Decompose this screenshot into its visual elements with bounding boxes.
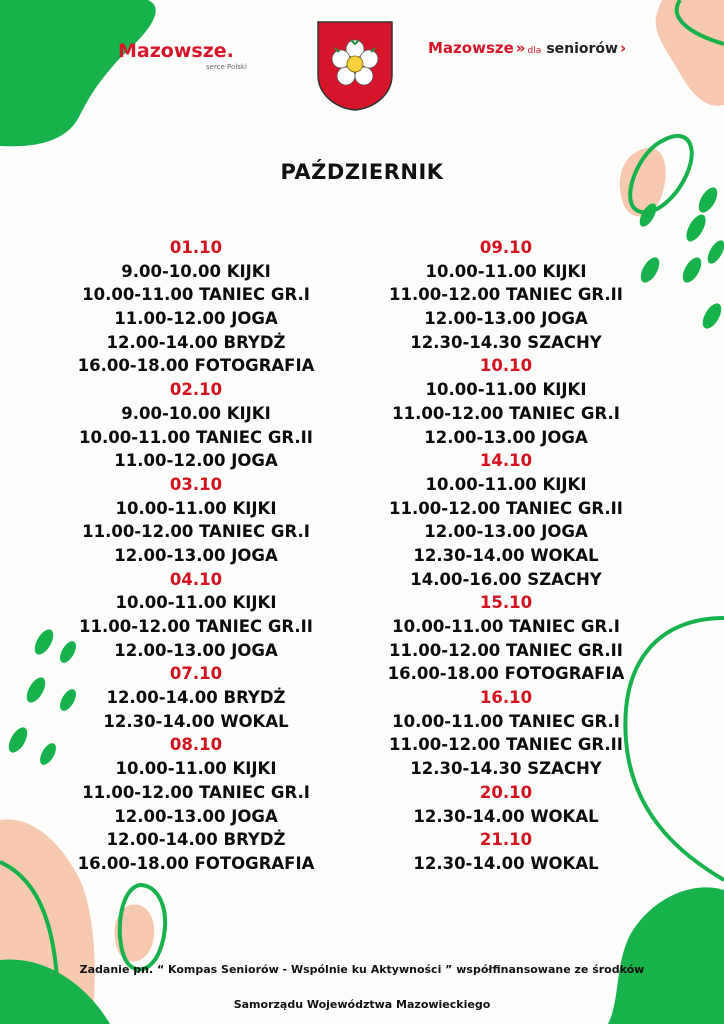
- schedule-entry: 12.00-13.00 JOGA: [114, 545, 278, 565]
- schedule-column-left: [46, 236, 346, 876]
- mazowsze-dla-seniorow-logo: [428, 38, 658, 64]
- schedule-entry: 16.00-18.00 FOTOGRAFIA: [77, 853, 315, 873]
- green-dot: [679, 254, 705, 285]
- crest-white-rose-icon: [316, 20, 394, 112]
- seniors-logo-end-arrow: ›: [619, 39, 627, 57]
- schedule-column-right: [356, 236, 656, 876]
- schedule-date: 07.10: [169, 664, 223, 684]
- schedule-entry: 12.30-14.00 WOKAL: [413, 853, 599, 873]
- schedule-entry: 16.00-18.00 FOTOGRAFIA: [387, 664, 625, 684]
- seniors-logo-brand: Mazowsze: [428, 39, 514, 57]
- schedule-date: 16.10: [479, 688, 533, 708]
- mazowsze-logo-brand: Mazowsze.: [118, 40, 234, 62]
- schedule-date: 10.10: [479, 356, 533, 376]
- schedule-entry: 11.00-12.00 TANIEC GR.I: [82, 522, 310, 542]
- seniors-logo-dla: dla: [527, 46, 542, 56]
- schedule-entry: 16.00-18.00 FOTOGRAFIA: [77, 356, 315, 376]
- mazowsze-logo-tagline: serce Polski: [206, 63, 247, 71]
- schedule-entry: 12.30-14.30 SZACHY: [410, 332, 602, 352]
- schedule-entry: 12.30-14.30 SZACHY: [410, 759, 602, 779]
- seniors-logo-seniorow: seniorów: [546, 41, 618, 57]
- schedule-date: 08.10: [169, 735, 223, 755]
- schedule-entry: 11.00-12.00 TANIEC GR.I: [392, 403, 620, 423]
- schedule-entry: 12.30-14.00 WOKAL: [413, 806, 599, 826]
- schedule-date: 15.10: [479, 593, 533, 613]
- schedule-entry: 10.00-11.00 KIJKI: [115, 498, 277, 518]
- schedule-entry: 14.00-16.00 SZACHY: [410, 569, 602, 589]
- page-title: PAŹDZIERNIK: [280, 160, 444, 184]
- schedule-entry: 11.00-12.00 TANIEC GR.II: [389, 285, 623, 305]
- schedule-entry: 11.00-12.00 TANIEC GR.II: [389, 498, 623, 518]
- green-dot: [695, 184, 721, 215]
- schedule-entry: 12.00-13.00 JOGA: [114, 806, 278, 826]
- schedule-entry: 10.00-11.00 KIJKI: [425, 261, 587, 281]
- mazowsze-logo: [118, 40, 258, 80]
- schedule-entry: 10.00-11.00 TANIEC GR.II: [79, 427, 313, 447]
- peach-blob-top-right: [656, 0, 724, 106]
- schedule-entry: 11.00-12.00 JOGA: [114, 451, 278, 471]
- schedule-date: 21.10: [479, 830, 533, 850]
- schedule-entry: 10.00-11.00 TANIEC GR.I: [392, 711, 620, 731]
- schedule-entry: 11.00-12.00 JOGA: [114, 309, 278, 329]
- schedule-entry: 10.00-11.00 TANIEC GR.I: [392, 617, 620, 636]
- seniors-logo-arrows: »: [515, 39, 526, 57]
- green-dot: [682, 212, 709, 245]
- schedule-entry: 12.00-13.00 JOGA: [424, 427, 588, 447]
- schedule-entry: 10.00-11.00 KIJKI: [425, 474, 587, 494]
- schedule-entry: 12.30-14.00 WOKAL: [413, 545, 599, 565]
- schedule-entry: 11.00-12.00 TANIEC GR.II: [389, 735, 623, 755]
- schedule-entry: 12.30-14.00 WOKAL: [103, 711, 289, 731]
- schedule-entry: 10.00-11.00 KIJKI: [425, 380, 587, 400]
- schedule-entry: 9.00-10.00 KIJKI: [121, 403, 271, 423]
- footer-funder-line: Samorządu Województwa Mazowieckiego: [233, 998, 491, 1011]
- green-dot: [5, 724, 31, 755]
- green-dot: [704, 238, 724, 267]
- schedule-entry: 12.00-13.00 JOGA: [114, 640, 278, 660]
- schedule-entry: 11.00-12.00 TANIEC GR.II: [79, 617, 313, 636]
- schedule-entry: 12.00-14.00 BRYDŻ: [106, 332, 286, 352]
- schedule-entry: 11.00-12.00 TANIEC GR.I: [82, 782, 310, 802]
- schedule-entry: 12.00-14.00 BRYDŻ: [106, 688, 286, 708]
- schedule-entry: 10.00-11.00 KIJKI: [115, 759, 277, 779]
- green-dot: [699, 300, 724, 331]
- schedule-date: 09.10: [479, 238, 533, 257]
- schedule-date: 03.10: [169, 474, 223, 494]
- schedule-date: 20.10: [479, 782, 533, 802]
- schedule-date: 02.10: [169, 380, 223, 400]
- schedule-entry: 12.00-13.00 JOGA: [424, 522, 588, 542]
- schedule-date: 04.10: [169, 569, 223, 589]
- schedule-entry: 12.00-14.00 BRYDŻ: [106, 830, 286, 850]
- schedule-entry: 9.00-10.00 KIJKI: [121, 261, 271, 281]
- schedule-date: 14.10: [479, 451, 533, 471]
- schedule-date: 01.10: [169, 238, 223, 257]
- schedule-entry: 10.00-11.00 TANIEC GR.I: [82, 285, 310, 305]
- footer-funding-line: Zadanie pn. “ Kompas Seniorów - Wspólnie ku Aktywności ” współfinansowane ze środków: [79, 963, 645, 976]
- schedule-entry: 10.00-11.00 KIJKI: [115, 593, 277, 613]
- schedule-entry: 11.00-12.00 TANIEC GR.II: [389, 640, 623, 660]
- schedule-entry: 12.00-13.00 JOGA: [424, 309, 588, 329]
